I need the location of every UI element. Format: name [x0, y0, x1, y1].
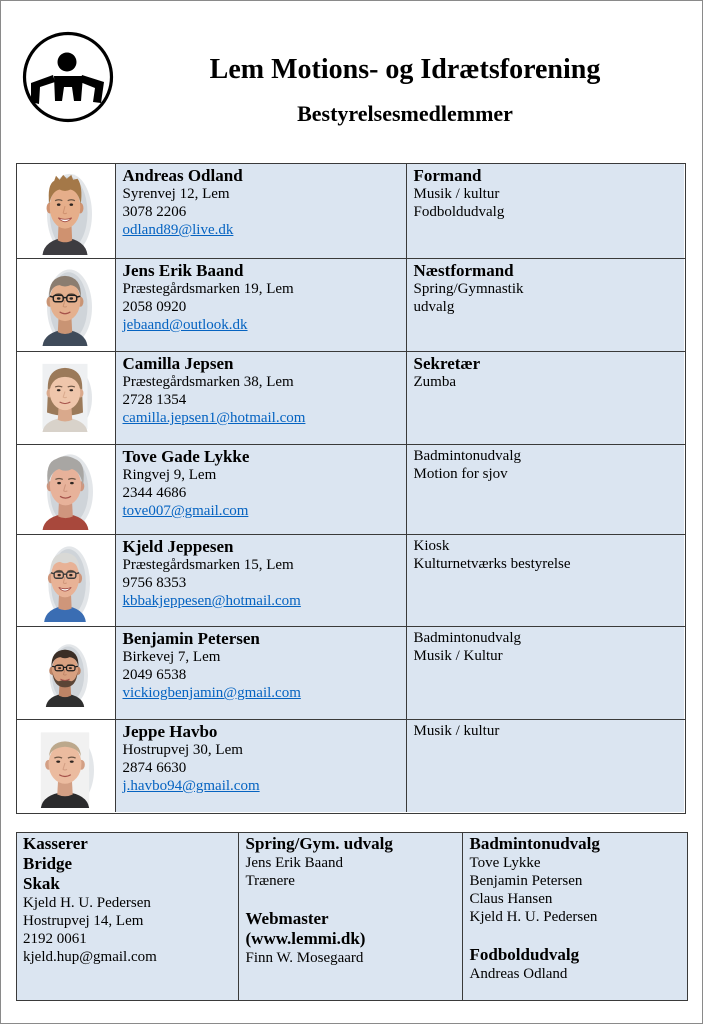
committee-block [470, 834, 687, 926]
committee-heading: Spring/Gym. udvalg [245, 834, 393, 853]
committee-heading: Badmintonudvalg [469, 834, 600, 853]
portrait-image [38, 448, 93, 530]
committee-line: Kjeld H. U. Pedersen [23, 895, 151, 911]
member-row [17, 720, 685, 812]
committee-line: 2192 0061 [23, 931, 87, 947]
member-role: Motion for sjov [413, 466, 508, 482]
committee-line: kjeld.hup@gmail.com [23, 949, 157, 965]
role-cell [407, 535, 685, 626]
member-role: Musik / Kultur [413, 648, 503, 664]
member-phone: 2049 6538 [122, 667, 187, 683]
member-phone: 3078 2206 [122, 204, 187, 220]
member-address: Hostrupvej 30, Lem [122, 742, 243, 758]
portrait-photo [40, 540, 90, 622]
club-logo [22, 31, 114, 123]
board-members-table [16, 163, 686, 814]
member-email-link[interactable]: camilla.jepsen1@hotmail.com [122, 410, 306, 426]
committee-heading: Fodboldudvalg [469, 945, 580, 964]
member-phone: 2344 4686 [122, 485, 187, 501]
member-phone: 2874 6630 [122, 760, 187, 776]
photo-cell [17, 720, 116, 812]
role-cell [407, 164, 685, 258]
member-address: Birkevej 7, Lem [122, 649, 221, 665]
committee-heading: Webmaster [245, 909, 329, 928]
member-address: Syrenvej 12, Lem [122, 186, 230, 202]
member-name: Jens Erik Baand [122, 261, 244, 280]
portrait-image [38, 263, 92, 346]
member-name: Andreas Odland [122, 166, 243, 185]
photo-cell [17, 164, 116, 258]
role-cell [407, 259, 685, 351]
member-role: Kiosk [413, 538, 450, 554]
committee-heading: Skak [23, 874, 60, 893]
committee-line: Trænere [245, 873, 295, 889]
portrait-image [42, 639, 88, 707]
member-role: Musik / kultur [413, 723, 500, 739]
committee-block [246, 834, 462, 890]
member-email-link[interactable]: vickiogbenjamin@gmail.com [122, 685, 301, 701]
committee-heading: (www.lemmi.dk) [245, 929, 366, 948]
committee-line: Tove Lykke [469, 855, 541, 871]
member-phone: 2058 0920 [122, 299, 187, 315]
contact-cell [116, 259, 407, 351]
member-role: Badmintonudvalg [413, 630, 521, 646]
committee-column [239, 833, 463, 1000]
page-title: Lem Motions- og Idrætsforening [209, 54, 601, 85]
member-row [17, 627, 685, 720]
member-role: udvalg [413, 299, 455, 315]
committee-line: Benjamin Petersen [469, 873, 583, 889]
member-row [17, 445, 685, 535]
committee-line: Kjeld H. U. Pedersen [469, 909, 598, 925]
member-address: Præstegårdsmarken 15, Lem [122, 557, 294, 573]
portrait-photo [38, 263, 92, 346]
committee-block [246, 909, 462, 967]
page-subtitle: Bestyrelsesmedlemmer [297, 101, 513, 126]
contact-cell [116, 535, 407, 626]
committee-block [470, 945, 687, 983]
member-name: Camilla Jepsen [122, 354, 234, 373]
member-address: Præstegårdsmarken 38, Lem [122, 374, 294, 390]
photo-cell [17, 352, 116, 444]
member-email-link[interactable]: kbbakjeppesen@hotmail.com [122, 593, 301, 609]
member-phone: 2728 1354 [122, 392, 187, 408]
member-role: Kulturnetværks bestyrelse [413, 556, 571, 572]
member-address: Præstegårdsmarken 19, Lem [122, 281, 294, 297]
portrait-image [38, 359, 92, 432]
member-email-link[interactable]: tove007@gmail.com [122, 503, 249, 519]
committee-line: Andreas Odland [469, 966, 568, 982]
committee-block [23, 834, 238, 966]
member-role: Zumba [413, 374, 456, 390]
member-row [17, 535, 685, 627]
portrait-photo [36, 727, 94, 808]
portrait-photo [42, 639, 88, 707]
member-email-link[interactable]: jebaand@outlook.dk [122, 317, 248, 333]
member-phone: 9756 8353 [122, 575, 187, 591]
member-role: Spring/Gymnastik [413, 281, 524, 297]
contact-cell [116, 445, 407, 534]
contact-cell [116, 627, 407, 719]
committees-table [16, 832, 688, 1001]
committee-line: Finn W. Mosegaard [245, 950, 364, 966]
photo-cell [17, 259, 116, 351]
member-role: Badmintonudvalg [413, 448, 521, 464]
contact-cell [116, 352, 407, 444]
contact-cell [116, 164, 407, 258]
portrait-photo [38, 359, 92, 432]
member-role-title: Formand [413, 166, 482, 185]
member-name: Tove Gade Lykke [122, 447, 250, 466]
role-cell [407, 352, 685, 444]
member-role: Fodboldudvalg [413, 204, 505, 220]
contact-cell [116, 720, 407, 812]
member-name: Jeppe Havbo [122, 722, 218, 741]
member-email-link[interactable]: j.havbo94@gmail.com [122, 778, 260, 794]
member-row [17, 164, 685, 259]
committee-heading: Bridge [23, 854, 73, 873]
member-email-link[interactable]: odland89@live.dk [122, 222, 234, 238]
member-role: Musik / kultur [413, 186, 500, 202]
portrait-image [38, 167, 92, 255]
committee-line: Jens Erik Baand [245, 855, 343, 871]
photo-cell [17, 627, 116, 719]
photo-cell [17, 535, 116, 626]
portrait-image [40, 540, 90, 622]
portrait-image [36, 727, 94, 808]
member-name: Benjamin Petersen [122, 629, 260, 648]
member-name: Kjeld Jeppesen [122, 537, 234, 556]
role-cell [407, 627, 685, 719]
photo-cell [17, 445, 116, 534]
member-row [17, 259, 685, 352]
portrait-photo [38, 167, 92, 255]
member-address: Ringvej 9, Lem [122, 467, 217, 483]
committee-line: Hostrupvej 14, Lem [23, 913, 144, 929]
club-logo-icon [22, 31, 114, 123]
committee-column [463, 833, 687, 1000]
role-cell [407, 720, 685, 812]
role-cell [407, 445, 685, 534]
committee-column [17, 833, 239, 1000]
member-row [17, 352, 685, 445]
committee-heading: Kasserer [23, 834, 88, 853]
member-role-title: Næstformand [413, 261, 514, 280]
portrait-photo [38, 448, 93, 530]
committee-line: Claus Hansen [469, 891, 553, 907]
member-role-title: Sekretær [413, 354, 481, 373]
